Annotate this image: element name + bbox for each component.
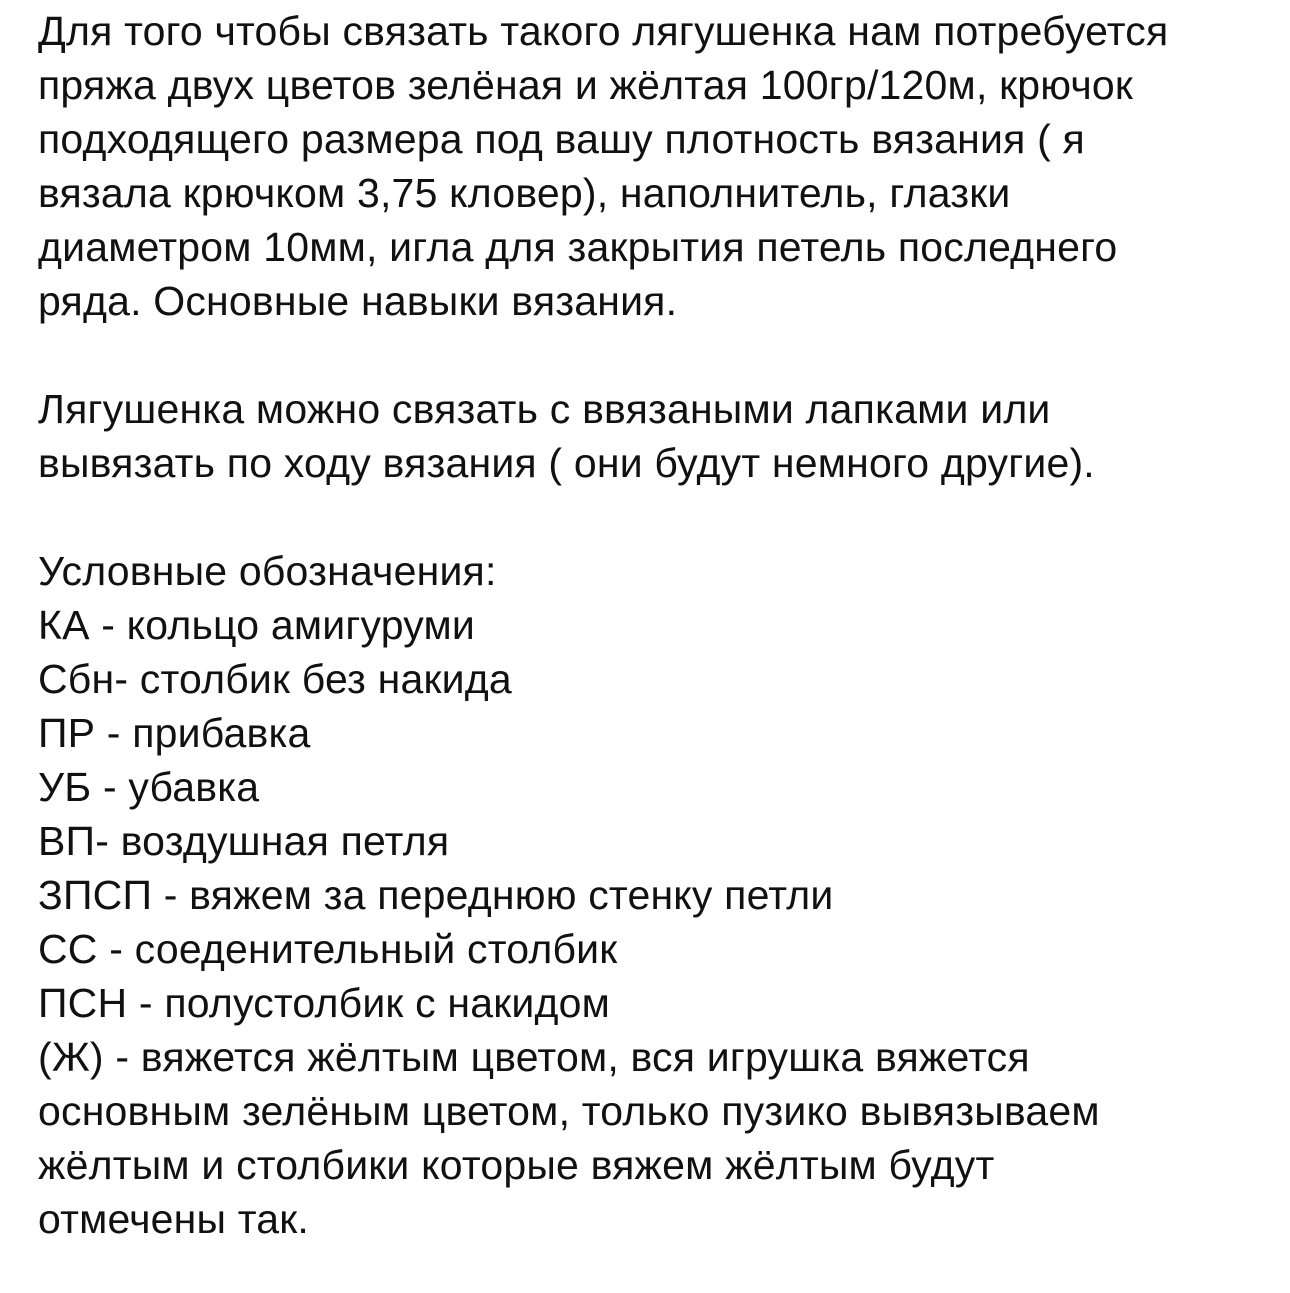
legend-item: ПСН - полустолбик с накидом — [38, 980, 611, 1026]
legend-item: ЗПСП - вяжем за переднюю стенку петли — [38, 872, 834, 918]
legend-item: ВП- воздушная петля — [38, 818, 450, 864]
paragraph-spacer — [38, 328, 1274, 382]
legend-heading: Условные обозначения: — [38, 548, 497, 594]
legend-section — [38, 544, 1274, 1246]
paws-paragraph: Лягушенка можно связать с ввязаными лапками или вывязать по ходу вязания ( они будут немного другие). — [38, 386, 1095, 486]
legend-note: (Ж) - вяжется жёлтым цветом, вся игрушка вяжется основным зелёным цветом, только пузико вывязываем жёлтым и столбики которые вяжем жёлтым будут отмечены так. — [38, 1034, 1100, 1242]
legend-item: УБ - убавка — [38, 764, 260, 810]
legend-item: СС - соеденительный столбик — [38, 926, 618, 972]
document-body — [38, 4, 1274, 1246]
intro-paragraph: Для того чтобы связать такого лягушенка нам потребуется пряжа двух цветов зелёная и жёлтая 100гр/120м, крючок подходящего размера под вашу плотность вязания ( я вязала крючком 3,75 кловер), наполнитель, глазки диаметром 10мм, игла для закрытия петель последнего ряда. Основные навыки вязания. — [38, 8, 1169, 324]
legend-item: ПР - прибавка — [38, 710, 311, 756]
paragraph-spacer — [38, 490, 1274, 544]
legend-item: КА - кольцо амигуруми — [38, 602, 476, 648]
legend-item: Сбн- столбик без накида — [38, 656, 512, 702]
